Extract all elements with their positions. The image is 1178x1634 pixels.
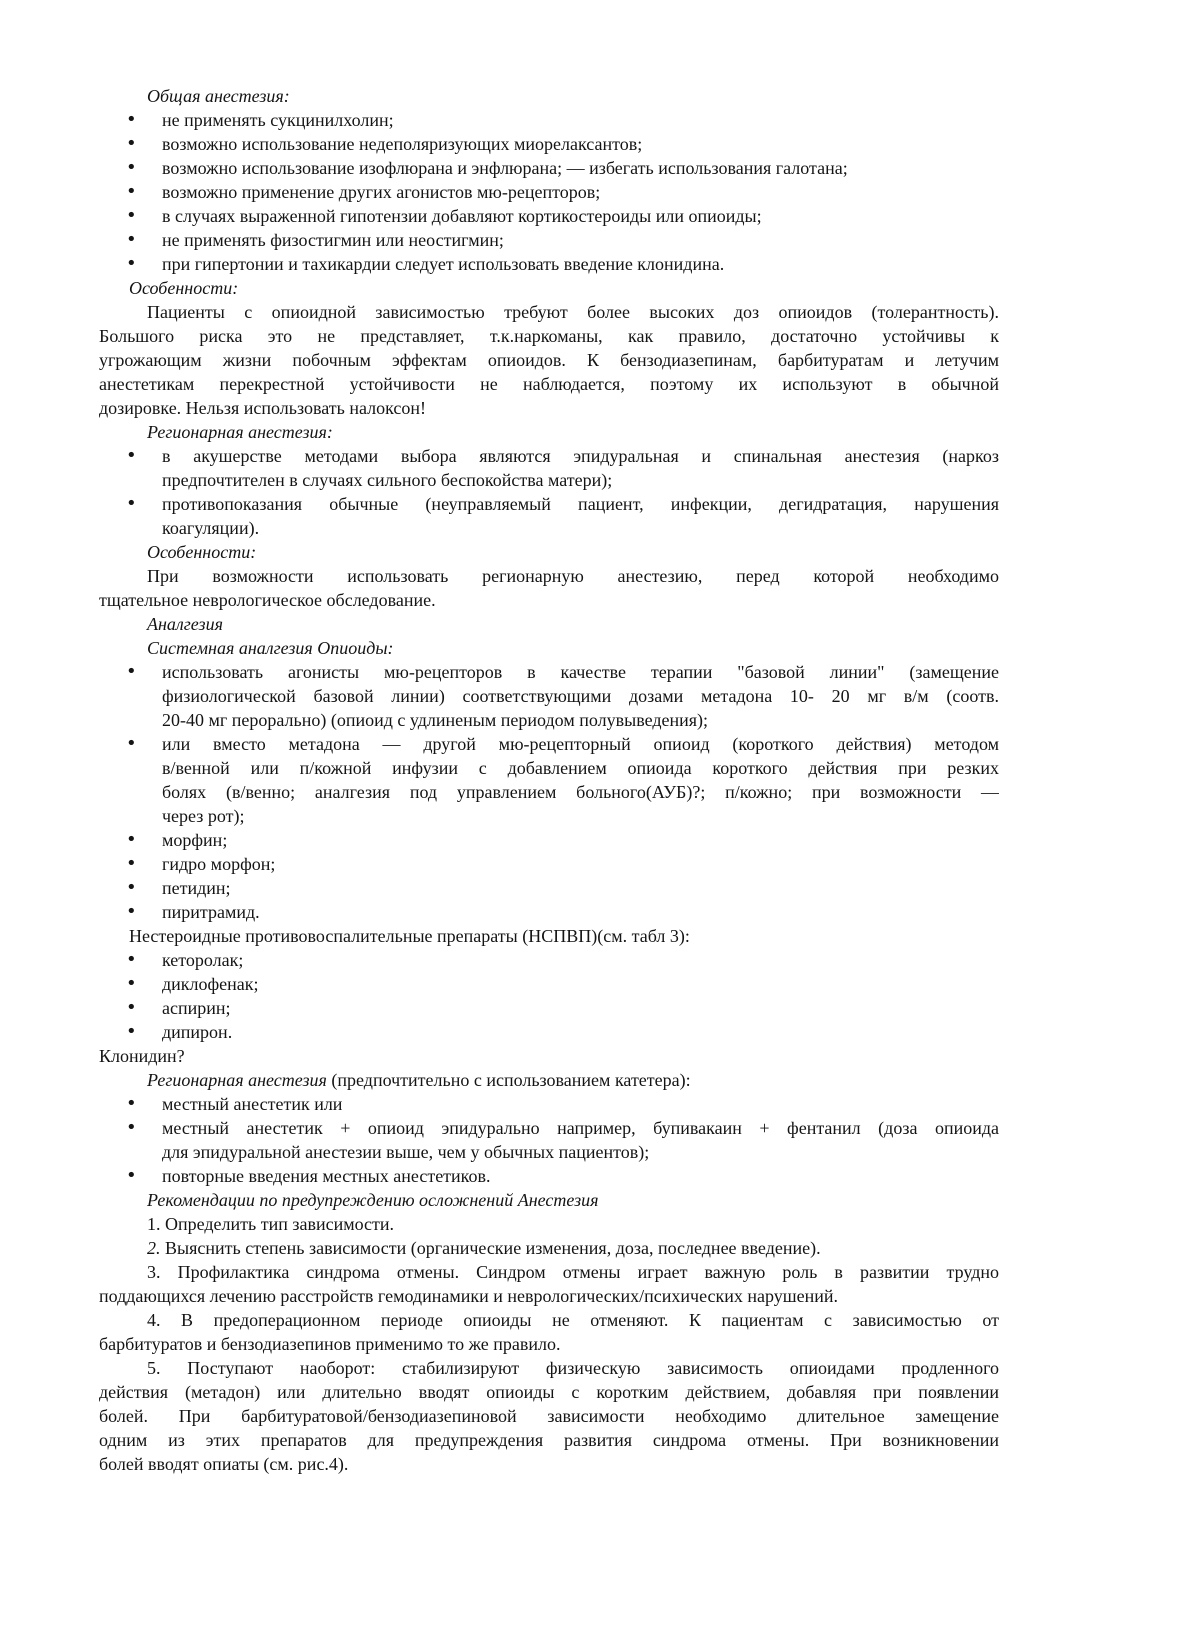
list-item: • не применять физостигмин или неостигмин; [99,228,999,252]
text-line: болей. При барбитуратовой/бензодиазепиновой зависимости необходимо длительное замещение [99,1406,999,1426]
list-item: • повторные введения местных анестетиков. [99,1164,999,1188]
text-line: анестетикам перекрестной устойчивости не наблюдается, поэтому их используют в обычной [99,374,999,394]
text-line: тщательное неврологическое обследование. [99,590,436,610]
list-item: • возможно использование недеполяризующих миорелаксантов; [99,132,999,156]
list-item: • местный анестетик + опиоид эпидурально например, бупивакаин + фентанил (доза опиоида [99,1116,999,1140]
text-line: Рекомендации по предупреждению осложнений Анестезия [147,1190,599,1210]
text-line: 5. Поступают наоборот: стабилизируют физическую зависимость опиоидами продленного [147,1358,999,1378]
list-item: • диклофенак; [99,972,999,996]
list-item: предпочтителен в случаях сильного беспокойства матери); [162,470,613,490]
list-item: в/венной или п/кожной инфузии с добавлением опиоида короткого действия при резких [162,758,999,778]
text-line: 3. Профилактика синдрома отмены. Синдром отмены играет важную роль в развитии трудно [147,1262,999,1282]
text-line: дозировке. Нельзя использовать налоксон! [99,398,427,418]
text-line: Аналгезия [147,614,223,634]
list-item: • петидин; [99,876,999,900]
text-line: При возможности использовать регионарную анестезию, перед которой необходимо [147,566,999,586]
list-item: • местный анестетик или [99,1092,999,1116]
text-line: Пациенты с опиоидной зависимостью требуют более высоких доз опиоидов (толерантность). [147,302,999,322]
text-line: 1. Определить тип зависимости. [147,1214,395,1234]
text-line: Особенности: [147,542,257,562]
list-item: • возможно применение других агонистов мю-рецепторов; [99,180,999,204]
list-item: • дипирон. [99,1020,999,1044]
text-line: Регионарная анестезия (предпочтительно с использованием катетера): [147,1070,691,1090]
list-item: • аспирин; [99,996,999,1020]
list-item: • морфин; [99,828,999,852]
list-item: • пиритрамид. [99,900,999,924]
text-line: Системная аналгезия Опиоиды: [147,638,394,658]
list-item: • при гипертонии и тахикардии следует использовать введение клонидина. [99,252,999,276]
text-line: Нестероидные противовоспалительные препараты (НСПВП)(см. табл 3): [129,926,690,946]
text-line: Клонидин? [99,1046,185,1066]
list-item: физиологической базовой линии) соответствующими дозами метадона 10- 20 мг в/м (соотв. [162,686,999,706]
list-item: • кеторолак; [99,948,999,972]
document-page [99,84,999,1476]
text-line: болей вводят опиаты (см. рис.4). [99,1454,349,1474]
text-line: барбитуратов и бензодиазепинов применимо то же правило. [99,1334,561,1354]
list-item: • или вместо метадона — другой мю-рецепторный опиоид (короткого действия) методом [99,732,999,756]
list-item: 20-40 мг перорально) (опиоид с удлиненым периодом полувыведения); [162,710,709,730]
text-line: поддающихся лечению расстройств гемодинамики и неврологических/психических нарушений. [99,1286,839,1306]
list-item: • в акушерстве методами выбора являются эпидуральная и спинальная анестезия (наркоз [99,444,999,468]
list-item: • гидро морфон; [99,852,999,876]
text-line: 2. Выяснить степень зависимости (органические изменения, доза, последнее введение). [147,1238,821,1258]
text-line: Большого риска это не представляет, т.к.наркоманы, как правило, достаточно устойчивы к [99,326,999,346]
text-line: угрожающим жизни побочным эффектам опиоидов. К бензодиазепинам, барбитуратам и летучим [99,350,999,370]
list-item: для эпидуральной анестезии выше, чем у обычных пациентов); [162,1142,650,1162]
text-line: Общая анестезия: [147,86,290,106]
text-line: одним из этих препаратов для предупреждения развития синдрома отмены. При возникновении [99,1430,999,1450]
list-item: • использовать агонисты мю-рецепторов в качестве терапии "базовой линии" (замещение [99,660,999,684]
text-line: действия (метадон) или длительно вводят опиоиды с коротким действием, добавляя при появлении [99,1382,999,1402]
list-item: • возможно использование изофлюрана и энфлюрана; — избегать использования галотана; [99,156,999,180]
list-item: • в случаях выраженной гипотензии добавляют кортикостероиды или опиоиды; [99,204,999,228]
text-line: 4. В предоперационном периоде опиоиды не отменяют. К пациентам с зависимостью от [147,1310,999,1330]
list-item: через рот); [162,806,245,826]
text-line: Регионарная анестезия: [147,422,333,442]
list-item: • не применять сукцинилхолин; [99,108,999,132]
list-item: болях (в/венно; аналгезия под управлением больного(АУБ)?; п/кожно; при возможности — [162,782,999,802]
list-item: • противопоказания обычные (неуправляемый пациент, инфекции, дегидратация, нарушения [99,492,999,516]
text-line: Особенности: [129,278,239,298]
list-item: коагуляции). [162,518,260,538]
